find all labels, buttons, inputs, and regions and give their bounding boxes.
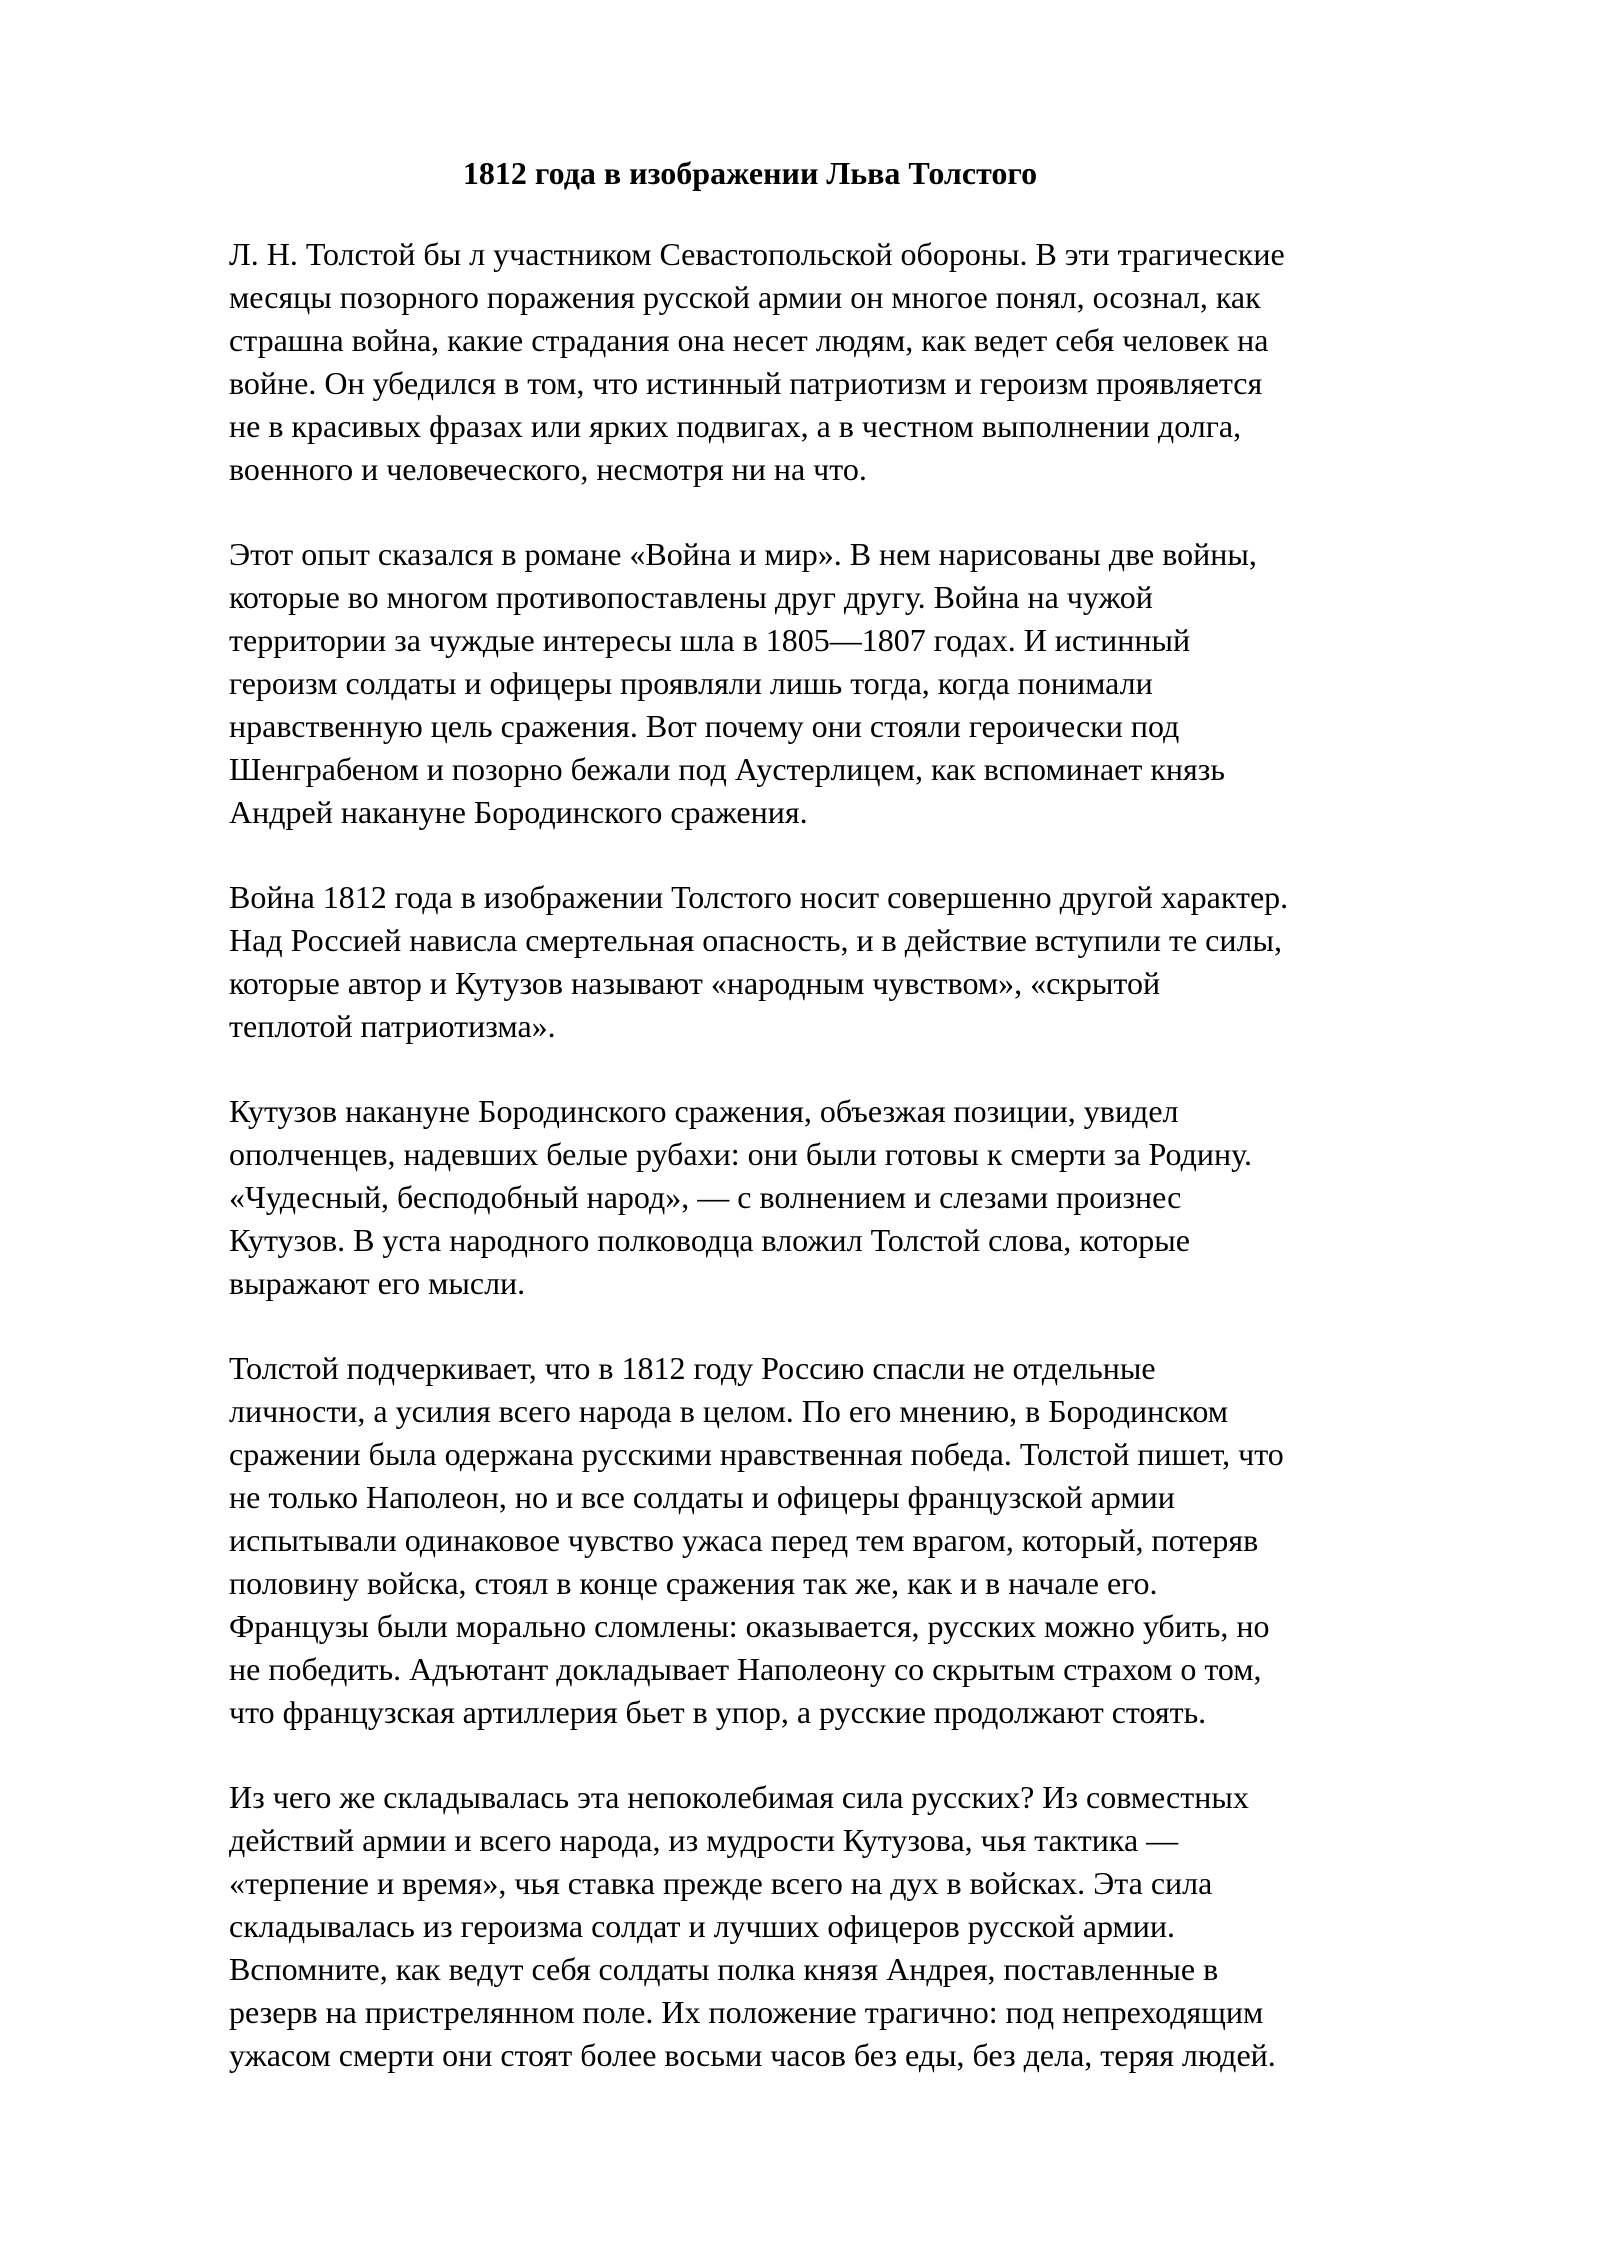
text-line: личности, а усилия всего народа в целом. По его мнению, в Бородинском <box>229 1393 1228 1429</box>
text-line: страшна война, какие страдания она несет людям, как ведет себя человек на <box>229 322 1269 358</box>
text-line: не только Наполеон, но и все солдаты и офицеры французской армии <box>229 1479 1175 1515</box>
text-line: Толстой подчеркивает, что в 1812 году Россию спасли не отдельные <box>229 1350 1156 1386</box>
text-line: Над Россией нависла смертельная опасность, и в действие вступили те силы, <box>229 922 1282 958</box>
text-line: Л. Н. Толстой бы л участником Севастопольской обороны. В эти трагические <box>229 236 1285 272</box>
text-line: Французы были морально сломлены: оказывается, русских можно убить, но <box>229 1608 1270 1644</box>
text-line: «терпение и время», чья ставка прежде всего на дух в войсках. Эта сила <box>229 1865 1213 1901</box>
text-line: что французская артиллерия бьет в упор, а русские продолжают стоять. <box>229 1694 1207 1730</box>
text-line: не победить. Адъютант докладывает Наполеону со скрытым страхом о том, <box>229 1651 1262 1687</box>
text-line: Кутузов накануне Бородинского сражения, объезжая позиции, увидел <box>229 1093 1179 1129</box>
paragraph-3 <box>229 876 1500 1048</box>
paragraph-6 <box>229 1776 1500 2077</box>
text-line: которые во многом противопоставлены друг другу. Война на чужой <box>229 579 1153 615</box>
text-line: которые автор и Кутузов называют «народным чувством», «скрытой <box>229 965 1161 1001</box>
text-line: «Чудесный, бесподобный народ», — с волнением и слезами произнес <box>229 1179 1182 1215</box>
text-line: Вспомните, как ведут себя солдаты полка князя Андрея, поставленные в <box>229 1951 1219 1987</box>
paragraph-1 <box>229 233 1500 491</box>
paragraph-5 <box>229 1347 1500 1734</box>
text-line: Война 1812 года в изображении Толстого носит совершенно другой характер. <box>229 879 1289 915</box>
text-line: героизм солдаты и офицеры проявляли лишь тогда, когда понимали <box>229 665 1153 701</box>
text-line: ужасом смерти они стоят более восьми часов без еды, без дела, теряя людей. <box>229 2037 1276 2073</box>
text-line: ополченцев, надевших белые рубахи: они были готовы к смерти за Родину. <box>229 1136 1252 1172</box>
text-line: выражают его мысли. <box>229 1265 526 1301</box>
text-line: военного и человеческого, несмотря ни на что. <box>229 451 867 487</box>
text-line: резерв на пристрелянном поле. Их положение трагично: под непреходящим <box>229 1994 1264 2030</box>
text-line: не в красивых фразах или ярких подвигах, а в честном выполнении долга, <box>229 408 1242 444</box>
text-line: складывалась из героизма солдат и лучших офицеров русской армии. <box>229 1908 1175 1944</box>
paragraph-2 <box>229 533 1500 834</box>
text-line: Шенграбеном и позорно бежали под Аустерлицем, как вспоминает князь <box>229 751 1225 787</box>
text-line: половину войска, стоял в конце сражения так же, как и в начале его. <box>229 1565 1158 1601</box>
text-line: Этот опыт сказался в романе «Война и мир». В нем нарисованы две войны, <box>229 536 1257 572</box>
document-title: 1812 года в изображении Льва Толстого <box>462 155 1038 191</box>
text-line: нравственную цель сражения. Вот почему они стояли героически под <box>229 708 1180 744</box>
text-line: территории за чуждые интересы шла в 1805—1807 годах. И истинный <box>229 622 1191 658</box>
text-line: Из чего же складывалась эта непоколебимая сила русских? Из совместных <box>229 1779 1249 1815</box>
text-line: сражении была одержана русскими нравственная победа. Толстой пишет, что <box>229 1436 1284 1472</box>
text-line: месяцы позорного поражения русской армии он многое понял, осознал, как <box>229 279 1261 315</box>
text-line: теплотой патриотизма». <box>229 1008 556 1044</box>
paragraph-4 <box>229 1090 1500 1305</box>
text-line: Андрей накануне Бородинского сражения. <box>229 794 808 830</box>
text-line: Кутузов. В уста народного полководца вложил Толстой слова, которые <box>229 1222 1190 1258</box>
text-line: испытывали одинаковое чувство ужаса перед тем врагом, который, потеряв <box>229 1522 1259 1558</box>
text-line: войне. Он убедился в том, что истинный патриотизм и героизм проявляется <box>229 365 1263 401</box>
text-line: действий армии и всего народа, из мудрости Кутузова, чья тактика — <box>229 1822 1179 1858</box>
